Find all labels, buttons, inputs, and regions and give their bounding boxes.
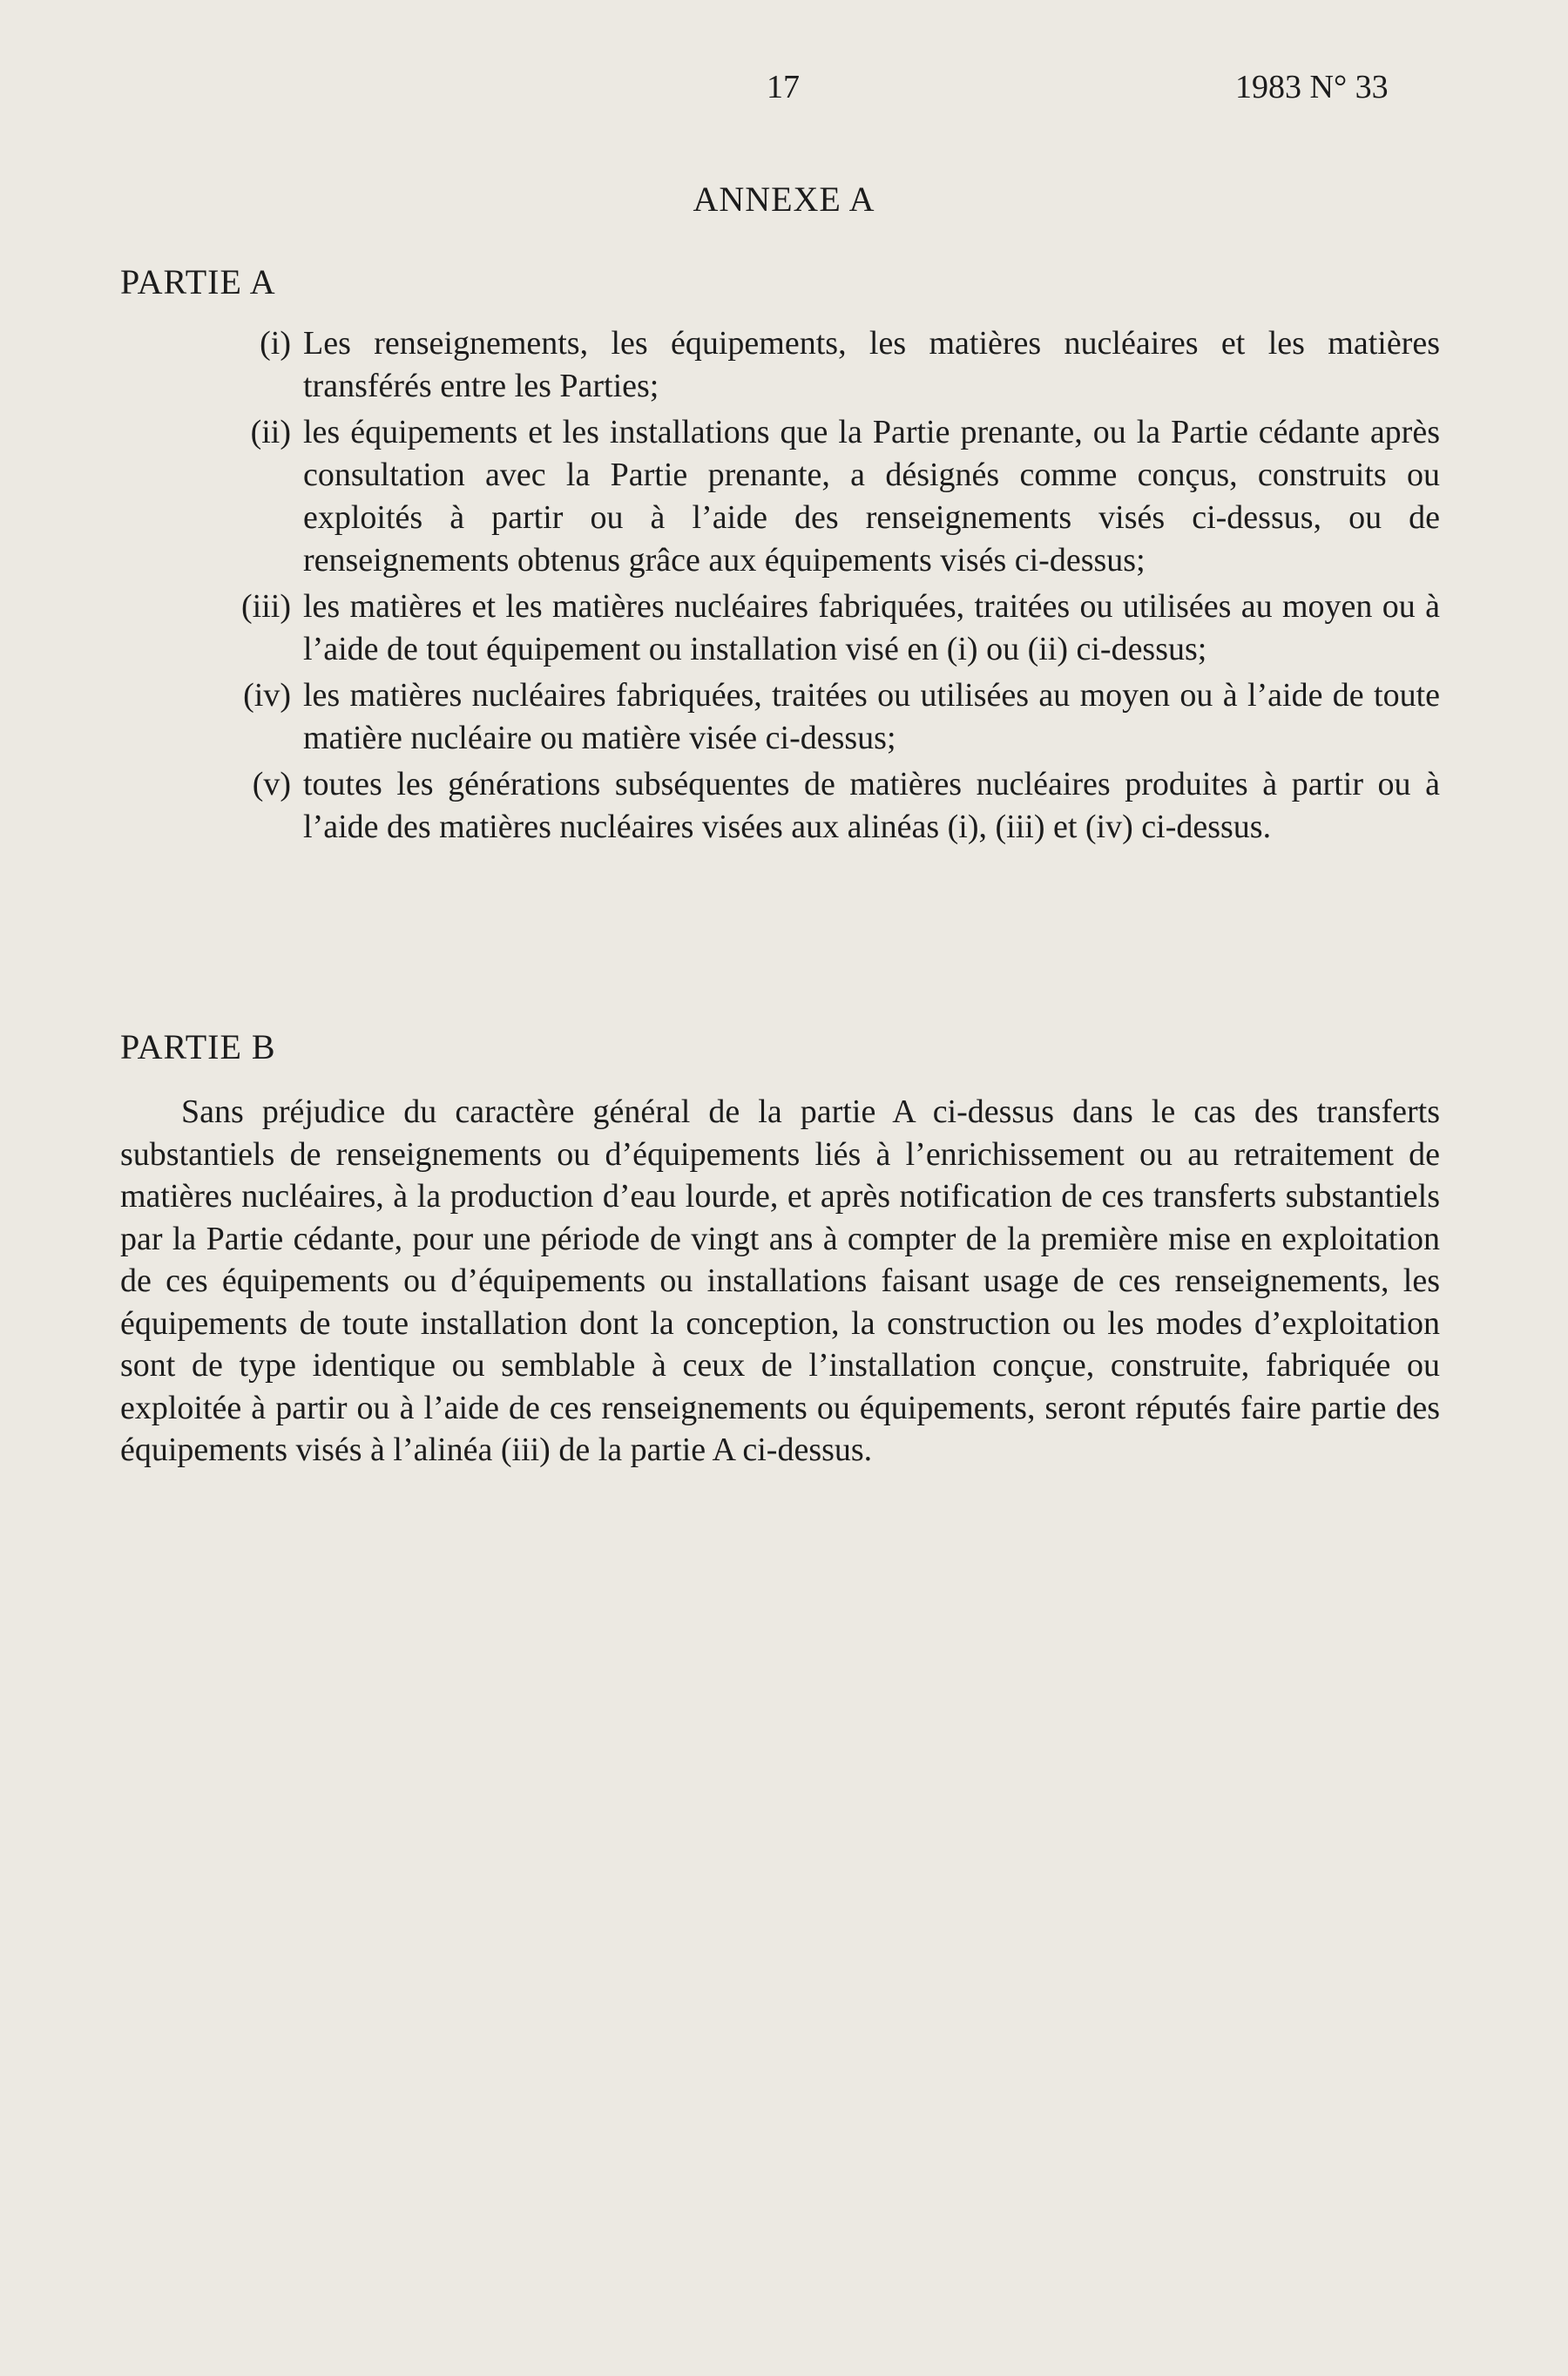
list-item xyxy=(120,586,1440,671)
list-item xyxy=(120,322,1440,408)
part-b-heading: PARTIE B xyxy=(120,1027,276,1066)
list-item xyxy=(120,411,1440,582)
document-reference: 1983 N° 33 xyxy=(1235,69,1389,105)
item-marker: (iv) xyxy=(243,677,291,714)
part-a-heading: PARTIE A xyxy=(120,262,276,301)
item-text: les équipements et les installations que la Partie prenante, ou la Partie cédante après consultation avec la Partie prenante, a désignés comme conçus, construits ou exploités à partir ou à l’aide des renseignements visés ci-dessus, ou de renseignements obtenus grâce aux équipements visés ci-dessus; xyxy=(303,414,1440,579)
list-item xyxy=(120,763,1440,849)
item-marker: (iii) xyxy=(241,588,291,625)
item-text: Les renseignements, les équipements, les matières nucléaires et les matières transférés entre les Parties; xyxy=(303,325,1440,404)
part-b-paragraph: Sans préjudice du caractère général de la partie A ci-dessus dans le cas des transferts substantiels de renseignements ou d’équipements liés à l’enrichissement ou au retraitement de matières nucléaires, à la production d’eau lourde, et après notification de ces transferts substantiels par la Partie cédante, pour une période de vingt ans à compter de la première mise en exploitation de ces équipements ou d’équipements ou installations faisant usage de ces renseignements, les équipements de toute installation dont la conception, la construction ou les modes d’exploitation sont de type identique ou semblable à ceux de l’installation conçue, construite, fabriquée ou exploitée à partir ou à l’aide de ces renseignements ou équipements, seront réputés faire partie des équipements visés à l’alinéa (iii) de la partie A ci-dessus. xyxy=(120,1093,1440,1468)
item-text: toutes les générations subséquentes de matières nucléaires produites à partir ou à l’aide des matières nucléaires visées aux alinéas (i), (iii) et (iv) ci-dessus. xyxy=(303,766,1440,845)
part-a-list xyxy=(120,322,1440,852)
item-marker: (v) xyxy=(252,766,291,802)
item-marker: (i) xyxy=(260,325,291,362)
item-text: les matières nucléaires fabriquées, traitées ou utilisées au moyen ou à l’aide de toute matière nucléaire ou matière visée ci-dessus; xyxy=(303,677,1440,756)
page-header xyxy=(0,68,1568,120)
page-number: 17 xyxy=(767,69,800,105)
item-marker: (ii) xyxy=(250,414,291,450)
annex-title: ANNEXE A xyxy=(693,179,875,219)
list-item xyxy=(120,674,1440,760)
item-text: les matières et les matières nucléaires fabriquées, traitées ou utilisées au moyen ou à l’aide de tout équipement ou installation visé en (i) ou (ii) ci-dessus; xyxy=(303,588,1440,667)
